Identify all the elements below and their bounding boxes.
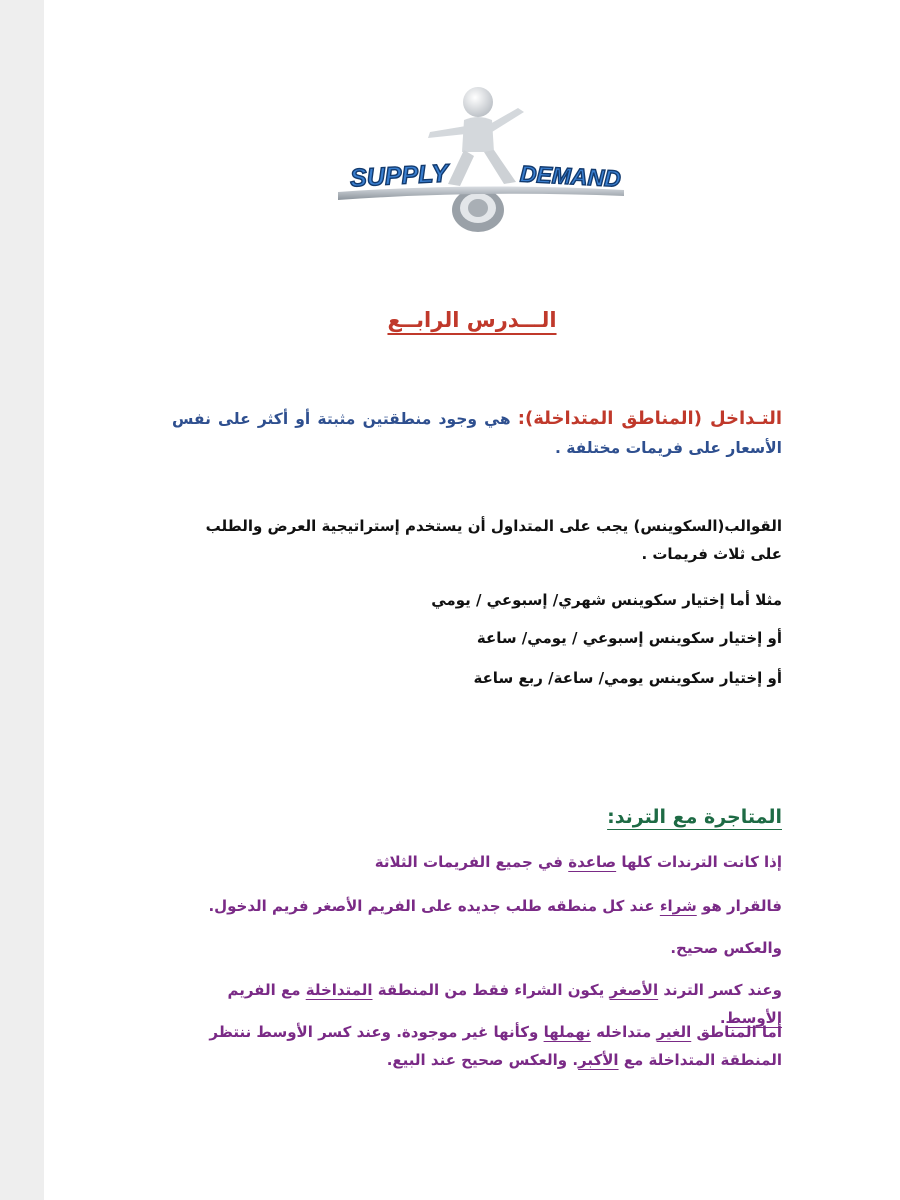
underlined-word: الأوسط (725, 1009, 782, 1027)
text-run: وعند كسر الترند (658, 981, 782, 999)
trend-line-3: والعكس صحيح. (670, 939, 782, 957)
trend-line-2 (172, 892, 782, 920)
lesson-title: الـــدرس الرابــع (387, 308, 557, 332)
templates-paragraph: القوالب(السكوينس) يجب على المتداول أن يستخدم إستراتيجية العرض والطلب على ثلاث فريمات . (205, 517, 782, 563)
logo-demand-word: DEMAND (519, 160, 622, 192)
example-line-1: مثلا أما إختيار سكوينس شهري/ إسبوعي / يومي (431, 591, 782, 609)
definition-paragraph (172, 404, 782, 463)
text-run: يكون الشراء فقط من المنطقة (372, 981, 610, 999)
trend-line-1 (172, 848, 782, 876)
text-run: أما المناطق (691, 1023, 782, 1041)
underlined-word: الأكبر (578, 1051, 619, 1069)
underlined-word: الأصغر (609, 981, 659, 999)
supply-demand-logo (328, 80, 628, 240)
trend-line-5 (172, 1018, 782, 1074)
definition-text: هي وجود منطقتين مثبتة أو أكثر على نفس الأسعار على فريمات مختلفة . (172, 410, 782, 457)
text-run: . (719, 1009, 726, 1027)
text-run: وكأنها غير موجودة. وعند كسر الأوسط ننتظر المنطقة المتداخلة مع (209, 1023, 782, 1069)
logo-supply-word: SUPPLY (349, 159, 449, 193)
text-run: عند كل منطقه طلب جديده على الفريم الأصغر فريم الدخول. (208, 897, 660, 915)
text-run: فالقرار هو (696, 897, 782, 915)
underlined-word: المتداخلة (305, 981, 373, 999)
text-run: متداخله (590, 1023, 657, 1041)
underlined-word: نهملها (543, 1023, 591, 1041)
example-line-2: أو إختيار سكوينس إسبوعي / يومي/ ساعة (476, 629, 782, 647)
example-line-3: أو إختيار سكوينس يومي/ ساعة/ ربع ساعة (473, 669, 782, 687)
text-run: . والعكس صحيح عند البيع. (386, 1051, 579, 1069)
underlined-word: صاعدة (568, 853, 617, 871)
pivot-cylinder-icon (452, 188, 504, 232)
text-run: إذا كانت الترندات كلها (616, 853, 782, 871)
definition-term: التـداخل (المناطق المتداخلة): (517, 408, 783, 429)
trend-heading: المتاجرة مع الترند: (607, 806, 782, 828)
text-run: مع الفريم (227, 981, 306, 999)
text-run: في جميع الفريمات الثلاثة (374, 853, 569, 871)
document-page (44, 0, 900, 1200)
underlined-word: شراء (659, 897, 697, 915)
underlined-word: الغير (656, 1023, 692, 1041)
